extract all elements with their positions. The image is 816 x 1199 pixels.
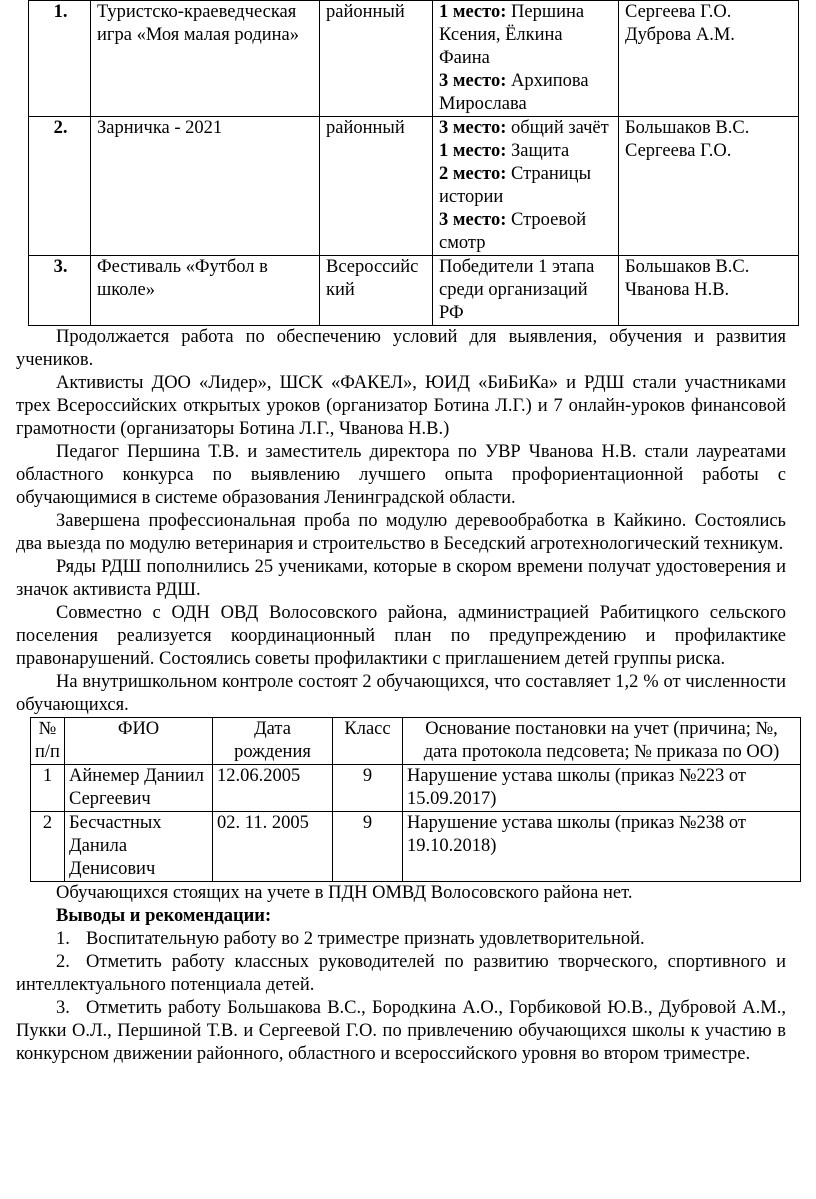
student-fio: Бесчастных Данила Денисович — [65, 812, 213, 882]
event-leaders — [619, 117, 799, 256]
paragraph: Активисты ДОО «Лидер», ШСК «ФАКЕЛ», ЮИД «БиБиКа» и РДШ стали участниками трех Всероссийских открытых уроков (организатор Ботина Л.Г.) и 7 онлайн-уроков финансовой грамотности (организаторы Ботина Л.Г., Чванова Н.В.) — [16, 373, 786, 439]
list-item-number: 2. — [56, 952, 70, 972]
paragraph: Продолжается работа по обеспечению условий для выявления, обучения и развития учеников. — [16, 327, 786, 370]
result-place: 3 место: — [439, 118, 507, 138]
result-text: Защита — [506, 141, 570, 161]
report-text — [16, 326, 786, 717]
result-text: Архипова Мирослава — [439, 71, 589, 114]
result-place: 1 место: — [439, 141, 507, 161]
header-fio: ФИО — [65, 718, 213, 765]
header-num: № п/п — [31, 718, 65, 765]
list-item — [16, 928, 786, 951]
student-reason: Нарушение устава школы (приказ №223 от 15.09.2017) — [403, 765, 801, 812]
result-text: Першина Ксения, Ёлкина Фаина — [439, 2, 585, 68]
result-line — [439, 70, 614, 116]
leader-name: Большаков В.С. — [625, 257, 750, 277]
result-line — [439, 209, 614, 255]
leader-name: Сергеева Г.О. — [625, 2, 732, 22]
result-line — [439, 117, 614, 140]
paragraph: Завершена профессиональная проба по модулю деревообработка в Кайкино. Состоялись два выезда по модулю ветеринария и строительство в Беседский агротехнологический техникум. — [16, 511, 786, 554]
result-place: 1 место: — [439, 2, 507, 22]
result-line — [439, 256, 614, 325]
student-num: 1 — [31, 765, 65, 812]
conclusions-section — [16, 882, 786, 1066]
students-table — [30, 717, 801, 882]
result-place: 3 место: — [439, 71, 507, 91]
event-leaders — [619, 256, 799, 326]
event-level: районный — [320, 1, 433, 117]
event-name: Фестиваль «Футбол в школе» — [91, 256, 320, 326]
list-item-text: Воспитательную работу во 2 триместре признать удовлетворительной. — [86, 929, 645, 949]
event-name: Зарничка - 2021 — [91, 117, 320, 256]
event-name: Туристско-краеведческая игра «Моя малая родина» — [91, 1, 320, 117]
list-item-text: Отметить работу Большакова В.С., Бородкина А.О., Горбиковой Ю.В., Дубровой А.М., Пукки О.Л., Першиной Т.В. и Сергеевой Г.О. по привлечению обучающихся школы к участию в конкурсном движении районного, областного и всероссийского уровня во втором триместре. — [16, 998, 786, 1064]
result-text: Победители 1 этапа среди организаций РФ — [439, 257, 595, 323]
event-num: 1. — [29, 1, 91, 117]
student-num: 2 — [31, 812, 65, 882]
table-row — [29, 256, 799, 326]
event-results — [433, 256, 619, 326]
events-table — [28, 0, 799, 326]
event-results — [433, 117, 619, 256]
leader-name: Дуброва А.М. — [625, 25, 735, 45]
list-item-number: 3. — [56, 998, 70, 1018]
result-text: Страницы истории — [439, 164, 592, 207]
result-line — [439, 140, 614, 163]
event-level: районный — [320, 117, 433, 256]
list-item-text: Отметить работу классных руководителей по развитию творческого, спортивного и интеллектуального потенциала детей. — [16, 952, 786, 995]
students-table-header — [31, 718, 801, 765]
list-item-number: 1. — [56, 929, 70, 949]
result-line — [439, 1, 614, 70]
list-item — [16, 951, 786, 997]
paragraph: На внутришкольном контроле состоят 2 обучающихся, что составляет 1,2 % от численности обучающихся. — [16, 672, 786, 715]
table-row — [29, 1, 799, 117]
table-row — [29, 117, 799, 256]
event-num: 2. — [29, 117, 91, 256]
result-text: Строевой смотр — [439, 210, 587, 253]
student-class: 9 — [333, 812, 403, 882]
header-reason: Основание постановки на учет (причина; №, дата протокола педсовета; № приказа по ОО) — [403, 718, 801, 765]
paragraph: Педагог Першина Т.В. и заместитель директора по УВР Чванова Н.В. стали лауреатами областного конкурса по выявлению лучшего опыта профориентационной работы с обучающимися в системе образования Ленинградской области. — [16, 442, 786, 508]
event-leaders — [619, 1, 799, 117]
header-dob: Дата рождения — [213, 718, 333, 765]
paragraph: Ряды РДШ пополнились 25 учениками, которые в скором времени получат удостоверения и значок активиста РДШ. — [16, 557, 786, 600]
leader-name: Большаков В.С. — [625, 118, 750, 138]
student-fio: Айнемер Даниил Сергеевич — [65, 765, 213, 812]
table-row — [31, 765, 801, 812]
leader-name: Чванова Н.В. — [625, 280, 730, 300]
student-class: 9 — [333, 765, 403, 812]
table-row — [31, 812, 801, 882]
conclusions-title: Выводы и рекомендации: — [56, 906, 272, 926]
student-dob: 12.06.2005 — [213, 765, 333, 812]
leader-name: Сергеева Г.О. — [625, 141, 732, 161]
result-place: 2 место: — [439, 164, 507, 184]
paragraph: Совместно с ОДН ОВД Волосовского района, администрацией Рабитицкого сельского поселения реализуется координационный план по предупреждению и профилактике правонарушений. Состоялись советы профилактики с приглашением детей группы риска. — [16, 603, 786, 669]
list-item — [16, 997, 786, 1066]
student-dob: 02. 11. 2005 — [213, 812, 333, 882]
result-text: общий зачёт — [506, 118, 609, 138]
header-class: Класс — [333, 718, 403, 765]
event-results — [433, 1, 619, 117]
after-table-note: Обучающихся стоящих на учете в ПДН ОМВД Волосовского района нет. — [56, 883, 633, 903]
event-num: 3. — [29, 256, 91, 326]
result-line — [439, 163, 614, 209]
result-place: 3 место: — [439, 210, 507, 230]
event-level: Всероссийс кий — [320, 256, 433, 326]
document-page — [16, 0, 798, 1066]
student-reason: Нарушение устава школы (приказ №238 от 19.10.2018) — [403, 812, 801, 882]
